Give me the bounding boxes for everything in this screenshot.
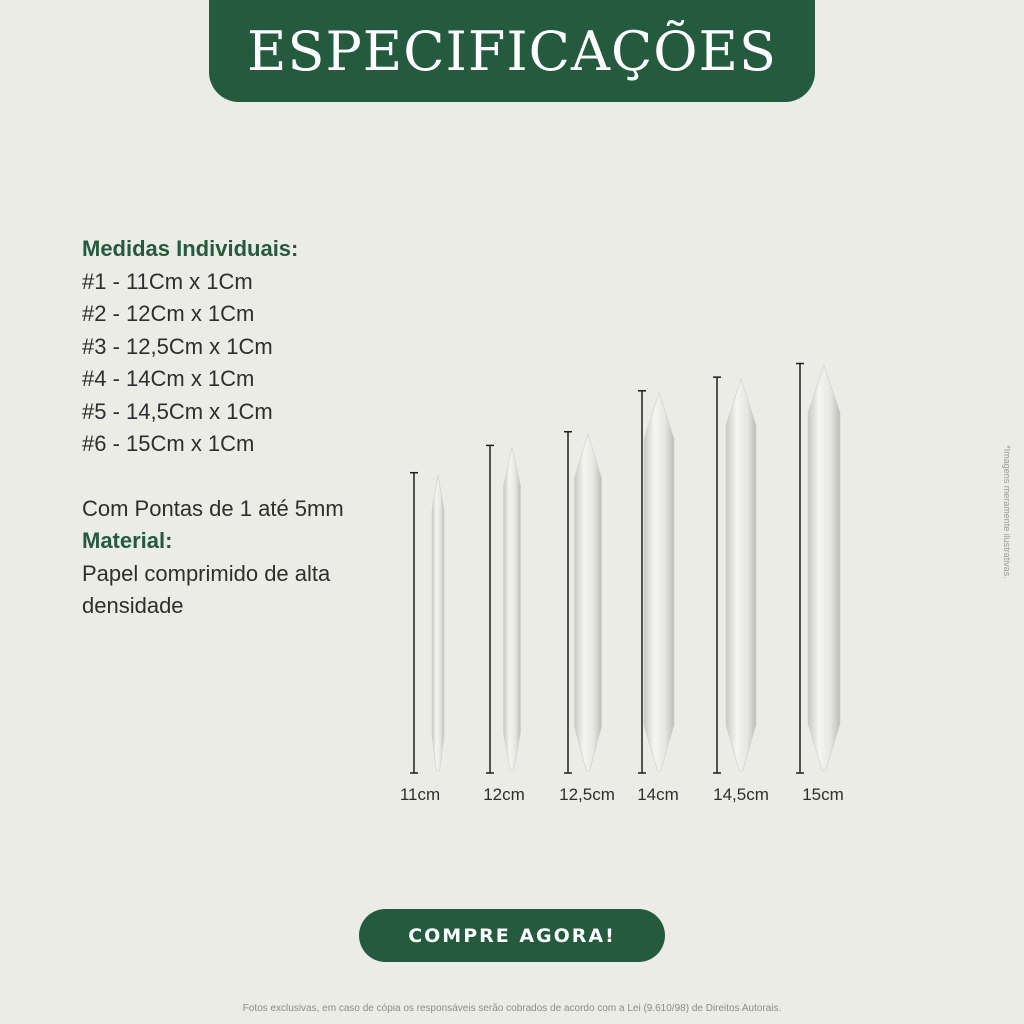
stump-stick-2 bbox=[504, 447, 521, 771]
stick-label-4: 14cm bbox=[637, 785, 679, 804]
stump-stick-6 bbox=[808, 366, 840, 772]
stump-stick-4 bbox=[644, 393, 674, 771]
disclaimer-note: *Imagens meramente ilustrativas. bbox=[1002, 445, 1012, 579]
buy-now-button[interactable]: COMPRE AGORA! bbox=[359, 909, 665, 962]
measure-item-6: #6 - 15Cm x 1Cm bbox=[82, 431, 255, 456]
stick-label-6: 15cm bbox=[802, 785, 844, 804]
measure-item-3: #3 - 12,5Cm x 1Cm bbox=[82, 333, 273, 359]
stump-stick-5 bbox=[726, 379, 756, 771]
copyright-footer: Fotos exclusivas, em caso de cópia os responsáveis serão cobrados de acordo com a Lei (9.610/98) de Direitos Autorais. bbox=[242, 1003, 782, 1014]
measure-item-1: #1 - 11Cm x 1Cm bbox=[82, 268, 253, 294]
stick-label-3: 12,5cm bbox=[559, 785, 615, 804]
tips-text: Com Pontas de 1 até 5mm bbox=[82, 495, 344, 521]
material-heading: Material: bbox=[82, 528, 173, 553]
measure-item-4: #4 - 14Cm x 1Cm bbox=[82, 366, 255, 391]
stick-label-5: 14,5cm bbox=[713, 785, 769, 804]
measure-item-2: #2 - 12Cm x 1Cm bbox=[82, 301, 255, 326]
stick-label-2: 12cm bbox=[483, 785, 525, 804]
stump-stick-3 bbox=[575, 434, 602, 771]
page-title: ESPECIFICAÇÕES bbox=[247, 19, 777, 83]
measure-item-5: #5 - 14,5Cm x 1Cm bbox=[82, 398, 273, 424]
stick-label-1: 11cm bbox=[399, 785, 441, 804]
stump-stick-1 bbox=[432, 475, 444, 771]
material-line-1: Papel comprimido de alta bbox=[82, 560, 331, 586]
measures-heading: Medidas Individuais: bbox=[82, 236, 299, 261]
material-line-2: densidade bbox=[82, 593, 184, 618]
